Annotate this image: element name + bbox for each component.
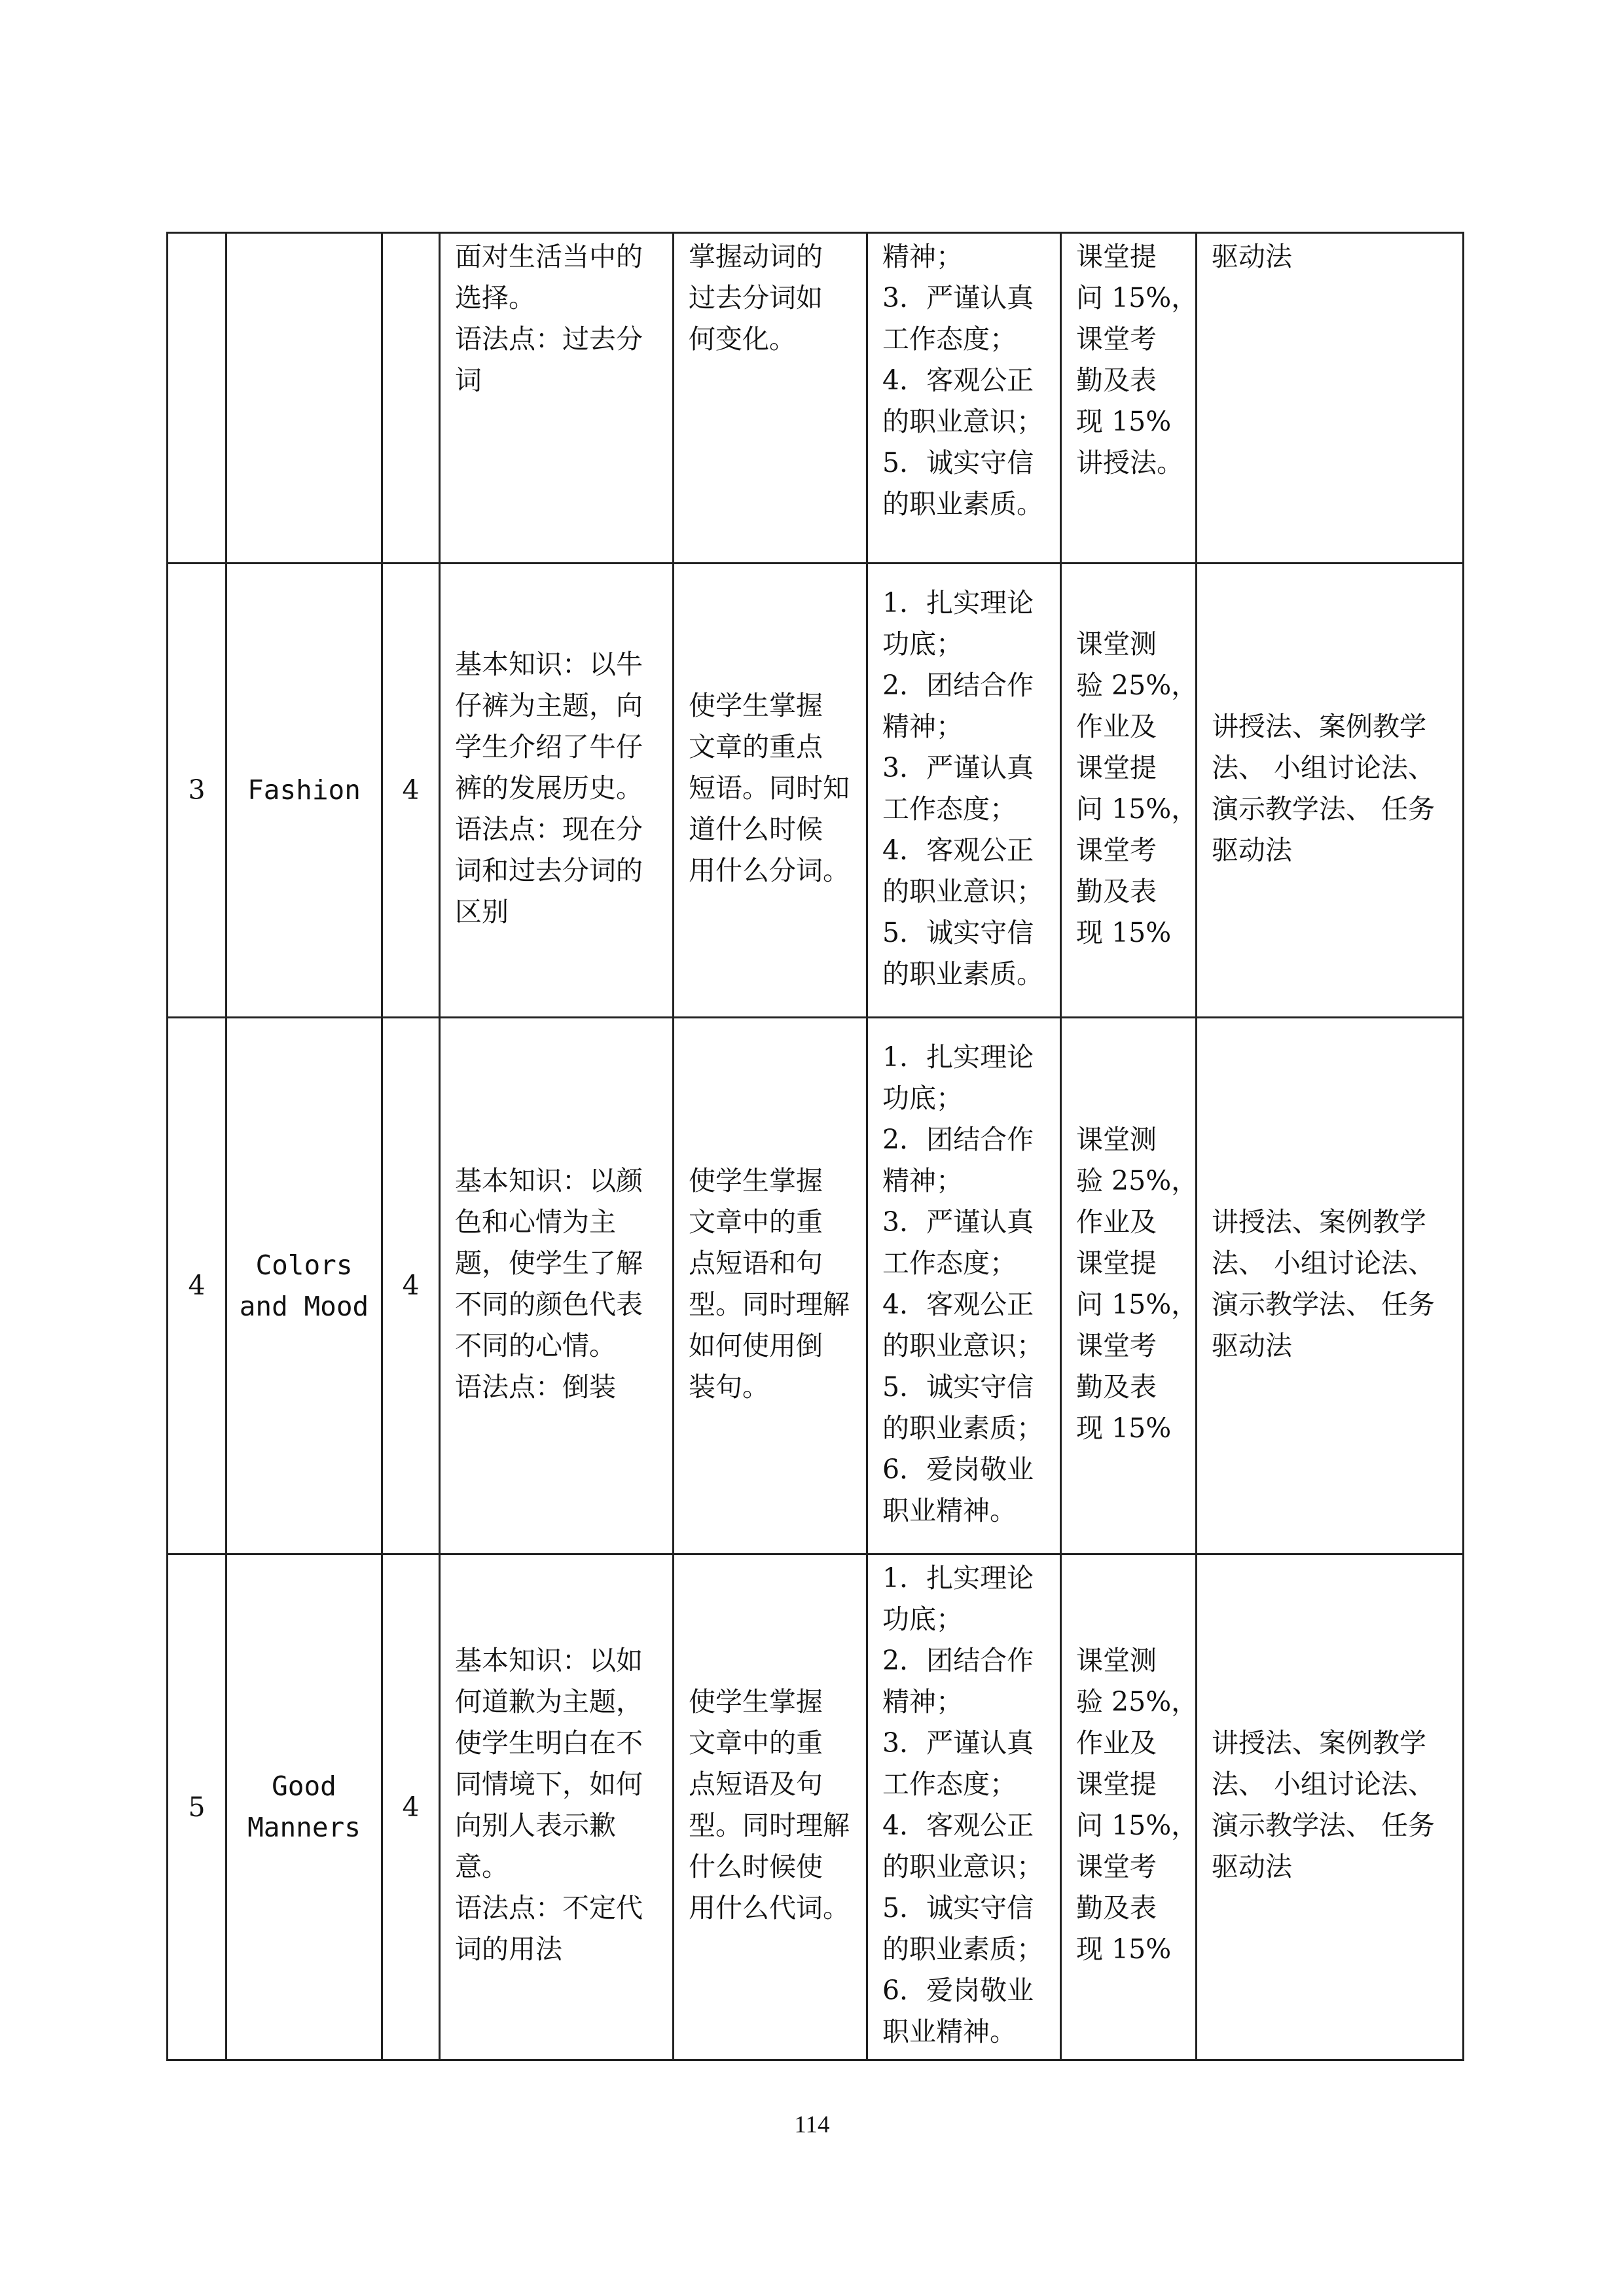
assessment-cell: 课堂测 验 25%， 作业及 课堂提 问 15%， 课堂考 勤及表 现 15% bbox=[1061, 564, 1197, 1018]
assessment-cell: 课堂提 问 15%， 课堂考 勤及表 现 15% 讲授法。 bbox=[1061, 233, 1197, 564]
course-schedule-table bbox=[166, 232, 1464, 2061]
hours-cell: 4 bbox=[382, 564, 440, 1018]
content-cell: 基本知识：以如 何道歉为主题， 使学生明白在不 同情境下，如何 向别人表示歉 意。 语法点：不定代 词的用法 bbox=[440, 1554, 674, 2060]
content-cell: 基本知识：以颜 色和心情为主 题，使学生了解 不同的颜色代表 不同的心情。 语法点：倒装 bbox=[440, 1018, 674, 1554]
ideology-cell: 1．扎实理论 功底； 2．团结合作 精神； 3．严谨认真 工作态度； 4．客观公正 的职业意识； 5．诚实守信 的职业素质； 6．爱岗敬业 职业精神。 bbox=[867, 1554, 1061, 2060]
goals-cell: 使学生掌握 文章中的重 点短语及句 型。同时理解 什么时候使 用什么代词。 bbox=[674, 1554, 867, 2060]
unit-topic-cell: Good Manners bbox=[226, 1554, 382, 2060]
methods-cell: 讲授法、案例教学 法、 小组讨论法、 演示教学法、 任务 驱动法 bbox=[1197, 1018, 1464, 1554]
assessment-cell: 课堂测 验 25%， 作业及 课堂提 问 15%， 课堂考 勤及表 现 15% bbox=[1061, 1554, 1197, 2060]
page-number: 114 bbox=[794, 2111, 830, 2138]
content-cell: 基本知识：以牛 仔裤为主题，向 学生介绍了牛仔 裤的发展历史。 语法点：现在分 词和过去分词的 区别 bbox=[440, 564, 674, 1018]
methods-cell: 讲授法、案例教学 法、 小组讨论法、 演示教学法、 任务 驱动法 bbox=[1197, 1554, 1464, 2060]
goals-cell: 使学生掌握 文章的重点 短语。同时知 道什么时候 用什么分词。 bbox=[674, 564, 867, 1018]
table-row bbox=[168, 564, 1464, 1018]
table-row bbox=[168, 233, 1464, 564]
unit-topic-cell: Colors and Mood bbox=[226, 1018, 382, 1554]
unit-topic-cell: Fashion bbox=[226, 564, 382, 1018]
table-row bbox=[168, 1018, 1464, 1554]
methods-cell: 驱动法 bbox=[1197, 233, 1464, 564]
ideology-cell: 1．扎实理论 功底； 2．团结合作 精神； 3．严谨认真 工作态度； 4．客观公正 的职业意识； 5．诚实守信 的职业素质； 6．爱岗敬业 职业精神。 bbox=[867, 1018, 1061, 1554]
unit-number-cell bbox=[168, 233, 226, 564]
unit-number-cell: 4 bbox=[168, 1018, 226, 1554]
unit-number-cell: 5 bbox=[168, 1554, 226, 2060]
goals-cell: 使学生掌握 文章中的重 点短语和句 型。同时理解 如何使用倒 装句。 bbox=[674, 1018, 867, 1554]
content-cell: 面对生活当中的 选择。 语法点：过去分 词 bbox=[440, 233, 674, 564]
goals-cell: 掌握动词的 过去分词如 何变化。 bbox=[674, 233, 867, 564]
unit-number-cell: 3 bbox=[168, 564, 226, 1018]
methods-cell: 讲授法、案例教学 法、 小组讨论法、 演示教学法、 任务 驱动法 bbox=[1197, 564, 1464, 1018]
table-row bbox=[168, 1554, 1464, 2060]
unit-topic-cell bbox=[226, 233, 382, 564]
assessment-cell: 课堂测 验 25%， 作业及 课堂提 问 15%， 课堂考 勤及表 现 15% bbox=[1061, 1018, 1197, 1554]
hours-cell bbox=[382, 233, 440, 564]
ideology-cell: 1．扎实理论 功底； 2．团结合作 精神； 3．严谨认真 工作态度； 4．客观公正 的职业意识； 5．诚实守信 的职业素质。 bbox=[867, 564, 1061, 1018]
hours-cell: 4 bbox=[382, 1018, 440, 1554]
ideology-cell: 精神； 3．严谨认真 工作态度； 4．客观公正 的职业意识； 5．诚实守信 的职业素质。 bbox=[867, 233, 1061, 564]
hours-cell: 4 bbox=[382, 1554, 440, 2060]
